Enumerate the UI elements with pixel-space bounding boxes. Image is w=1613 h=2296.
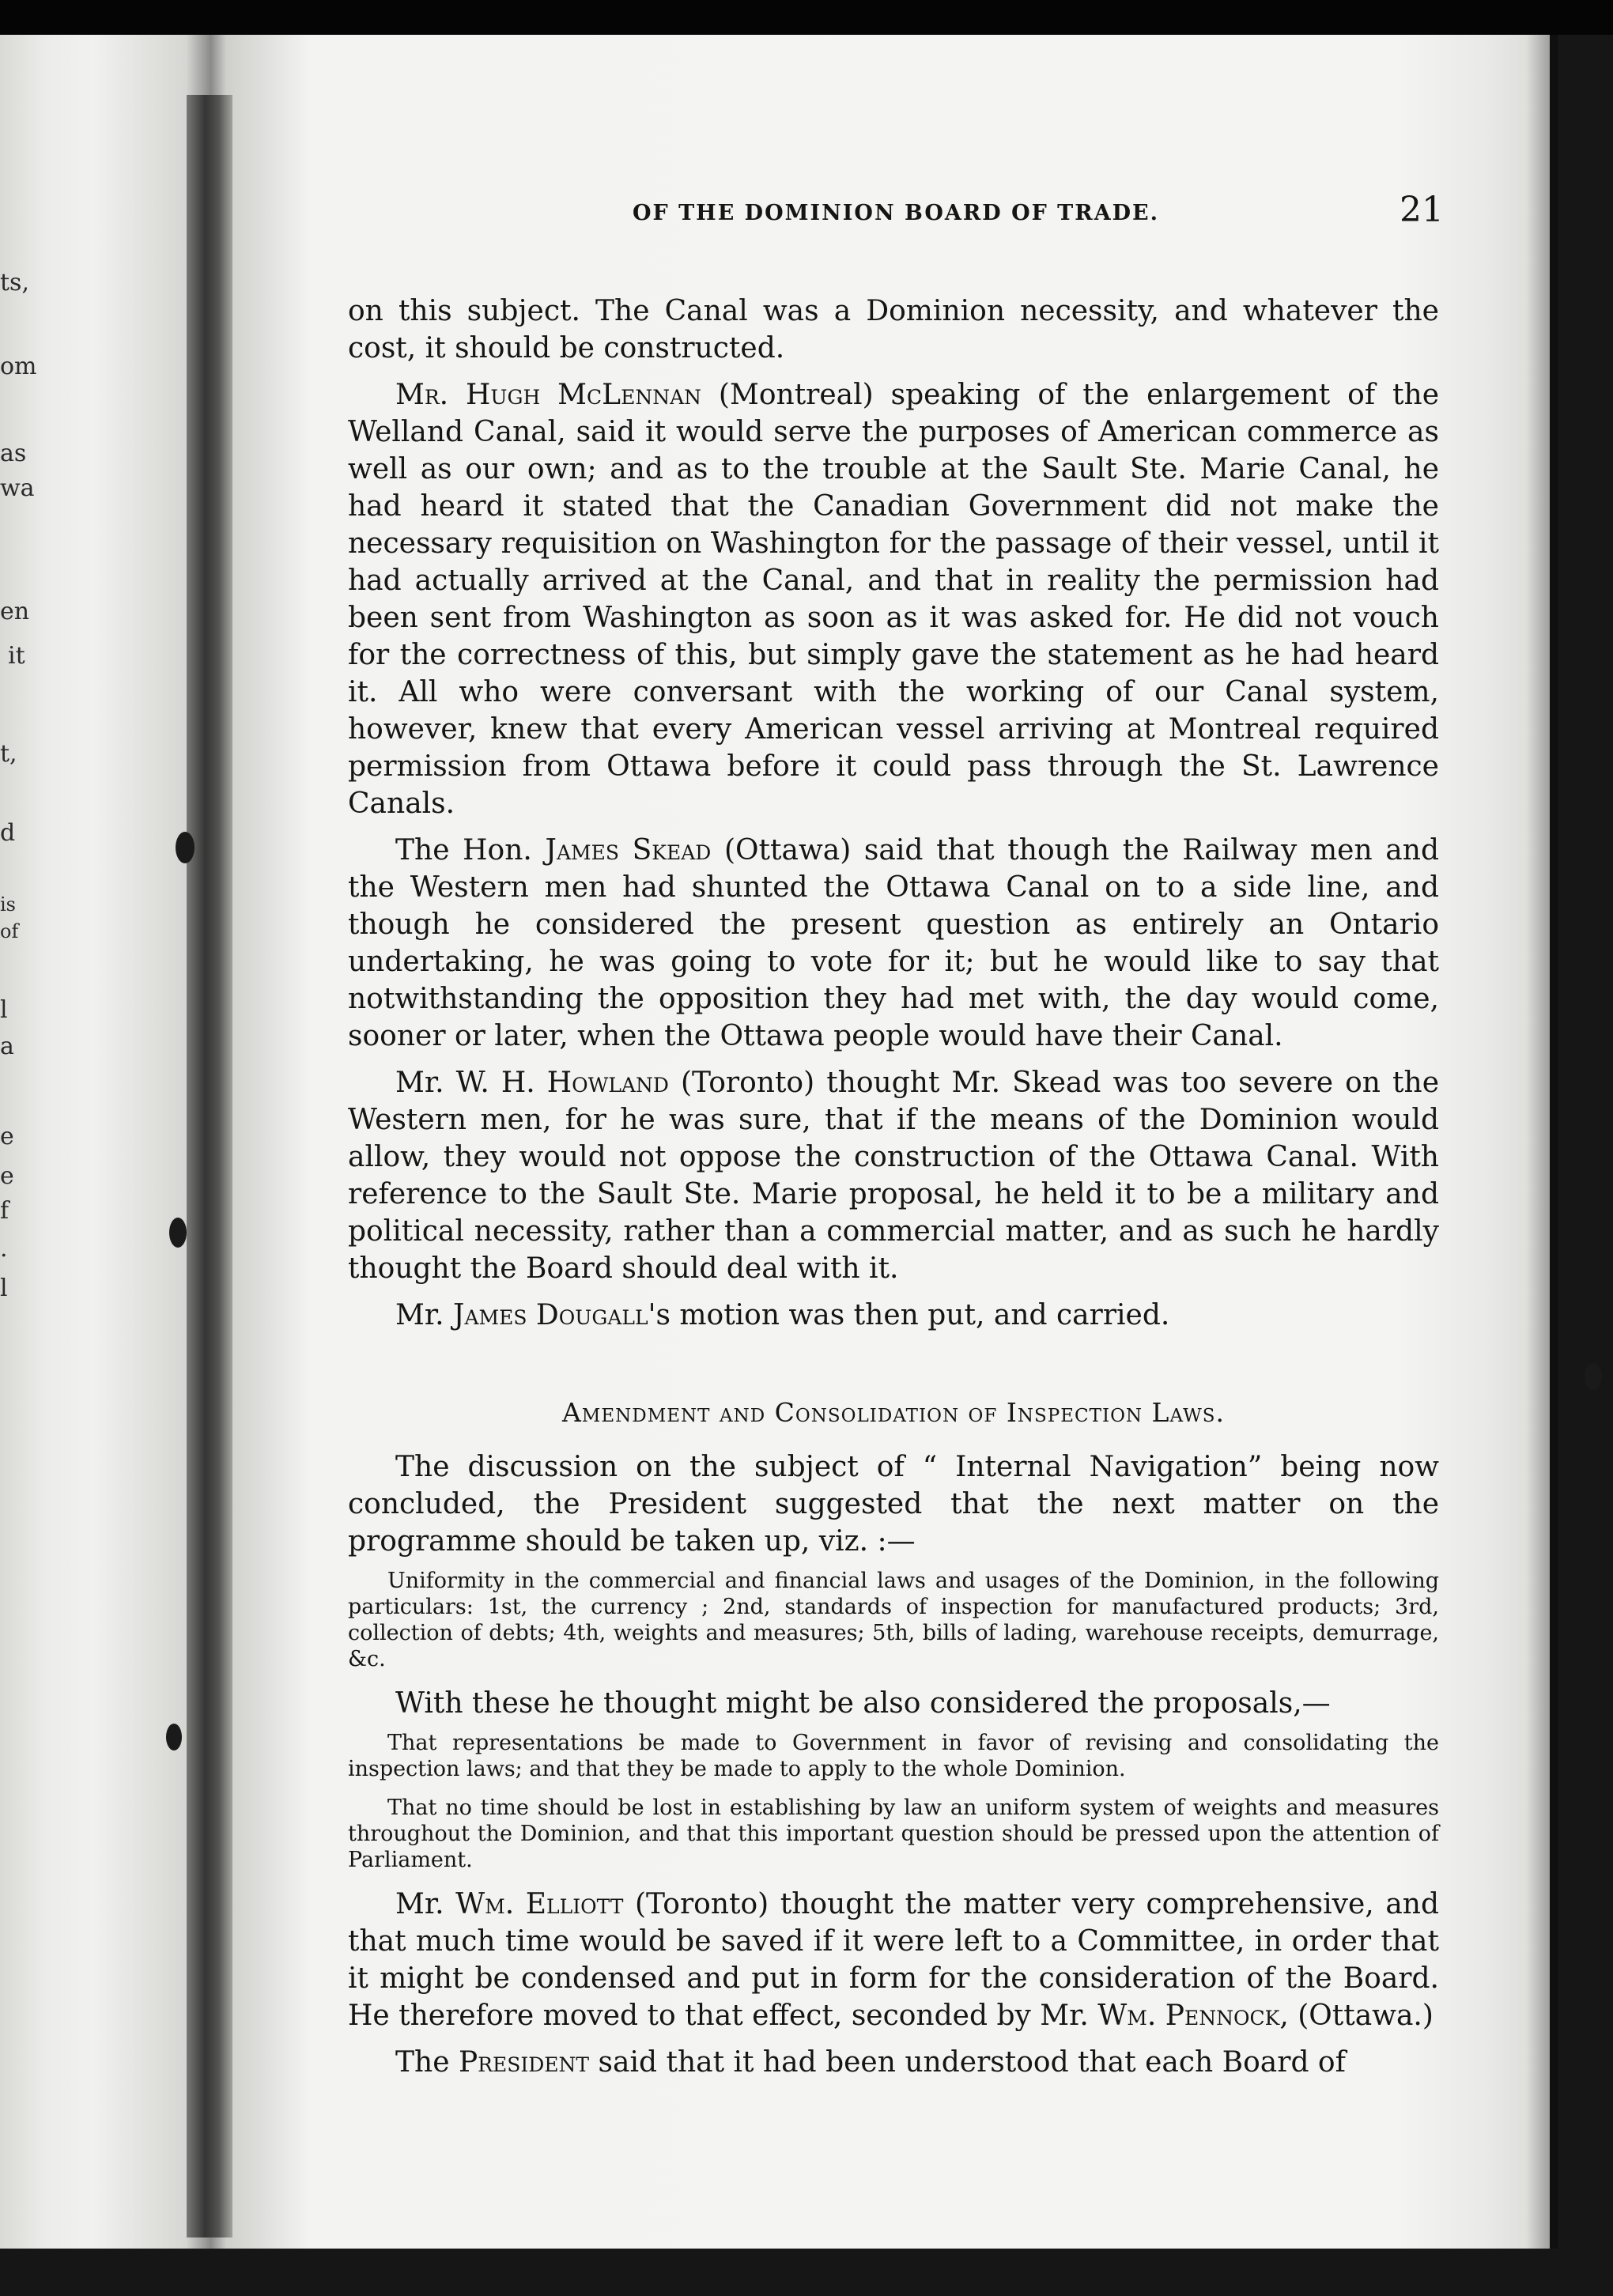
margin-fragment: l <box>0 1275 8 1302</box>
margin-fragment: . <box>0 1235 8 1263</box>
paragraph-text: Mr. <box>395 1299 454 1331</box>
paragraph-text: said that it had been understood that each Board of <box>589 2046 1346 2079</box>
margin-fragment: l <box>0 996 8 1024</box>
section-heading: Amendment and Consolidation of Inspection Laws. <box>561 1397 1226 1428</box>
paragraph-dougall <box>348 1297 1439 1334</box>
margin-fragment: as <box>0 440 27 467</box>
paragraph-howland <box>348 1064 1439 1287</box>
paragraph-1 <box>348 293 1439 367</box>
paragraph-mclennan <box>348 376 1439 822</box>
quoted-proposal: That representations be made to Government in favor of revising and consolidating the inspection laws; and that they be made to apply to the whole Dominion. <box>348 1731 1439 1781</box>
speaker-name: James Skead <box>545 834 712 867</box>
speaker-name: James Dougall <box>453 1299 648 1331</box>
margin-fragment: wa <box>0 474 35 502</box>
facing-page-fragments <box>0 0 174 2296</box>
paragraph-skead <box>348 832 1439 1055</box>
paragraph-text: (Toronto) thought Mr. Skead was too severe on the Western men, for he was sure, that if the means of the Dominion would allow, they would not oppose the construction of the Ottawa Canal. With reference to the Sault Ste. Marie proposal, he held it to be a military and political necessity, rather than a commercial matter, and as such he hardly thought the Board should deal with it. <box>348 1067 1439 1285</box>
paragraph-text: (Montreal) speaking of the enlargement of the Welland Canal, said it would serve the purposes of American commerce as well as our own; and as to the trouble at the Sault Ste. Marie Canal, he had heard it stated that the Canadian Government did not make the necessary requisition on Washington for the passage of their vessel, until it had actually arrived at the Canal, and that in reality the permission had been sent from Washington as soon as it was asked for. He did not vouch for the correctness of this, but simply gave the statement as he had heard it. All who were conversant with the working of our Canal system, however, knew that every American vessel arriving at Montreal required permission from Ottawa before it could pass through the St. Lawrence Canals. <box>348 379 1440 820</box>
speaker-name: Mr. Hugh McLennan <box>395 379 702 411</box>
paragraph-text: 's motion was then put, and carried. <box>648 1299 1170 1331</box>
page-edge-shadow <box>1526 35 1558 2249</box>
paragraph-text: on this subject. The Canal was a Dominion necessity, and whatever the cost, it should be constructed. <box>348 295 1439 364</box>
margin-fragment: f <box>0 1197 9 1225</box>
margin-fragment: en <box>0 598 30 625</box>
margin-fragment: t, <box>0 740 17 768</box>
paragraph-text: (Ottawa) said that though the Railway men and the Western men had shunted the Ottawa Canal on to a side line, and though he considered the present question as entirely an Ontario undertaking, he was going to vote for it; but he would like to say that notwithstanding the opposition they had met with, the day would come, sooner or later, when the Ottawa people would have their Canal. <box>348 834 1439 1052</box>
paragraph-elliott <box>348 1886 1439 2034</box>
quoted-resolution: Uniformity in the commercial and financial laws and usages of the Dominion, in the following particulars: 1st, the currency ; 2nd, standards of inspection for manufactured products; 3rd, collection of debts; 4th, weights and measures; 5th, bills of lading, warehouse receipts, demurrage, &c. <box>348 1569 1439 1671</box>
speaker-name: Howland <box>546 1067 669 1099</box>
ink-blot <box>176 832 195 863</box>
speaker-name: President <box>458 2046 590 2079</box>
margin-fragment: om <box>0 353 37 380</box>
margin-fragment: it <box>8 642 25 670</box>
book-gutter <box>187 95 232 2237</box>
speaker-name: Wm. Elliott <box>455 1888 624 1920</box>
page-number: 21 <box>1400 190 1444 230</box>
paragraph-text: The Hon. <box>395 834 546 867</box>
margin-fragment: e <box>0 1162 14 1190</box>
ink-blot <box>1585 1363 1602 1390</box>
scan-top-border <box>0 0 1613 35</box>
margin-fragment: of <box>0 920 19 942</box>
paragraph-proposals <box>348 1685 1439 1722</box>
quoted-proposal: That no time should be lost in establishing by law an uniform system of weights and measures throughout the Dominion, and that this important question should be pressed upon the attention of Parliament. <box>348 1796 1439 1872</box>
paragraph-text: (Toronto) thought the matter very comprehensive, and that much time would be saved if it were left to a Committee, in order that it might be condensed and put in form for the consideration of the Board. He therefore moved to that effect, seconded by Mr. <box>348 1888 1440 2032</box>
margin-fragment: e <box>0 1123 14 1150</box>
page-body <box>348 293 1439 2081</box>
paragraph-text: With these he thought might be also considered the proposals,— <box>395 1687 1331 1720</box>
speaker-name: Wm. Pennock <box>1097 2000 1280 2032</box>
running-head: OF THE DOMINION BOARD OF TRADE. <box>633 201 1160 225</box>
paragraph-text: The discussion on the subject of “ Internal Navigation” being now concluded, the President suggested that the next matter on the programme should be taken up, viz. :— <box>348 1451 1439 1558</box>
paragraph-text: The <box>395 2046 459 2079</box>
paragraph-text: , (Ottawa.) <box>1279 2000 1434 2032</box>
paragraph-text: Mr. <box>395 1888 456 1920</box>
margin-fragment: is <box>0 893 16 916</box>
margin-fragment: d <box>0 819 16 847</box>
paragraph-president <box>348 2044 1439 2081</box>
margin-fragment: ts, <box>0 269 29 296</box>
margin-fragment: a <box>0 1033 14 1060</box>
paragraph-text: Mr. W. H. <box>395 1067 547 1099</box>
paragraph-discussion <box>348 1448 1439 1560</box>
